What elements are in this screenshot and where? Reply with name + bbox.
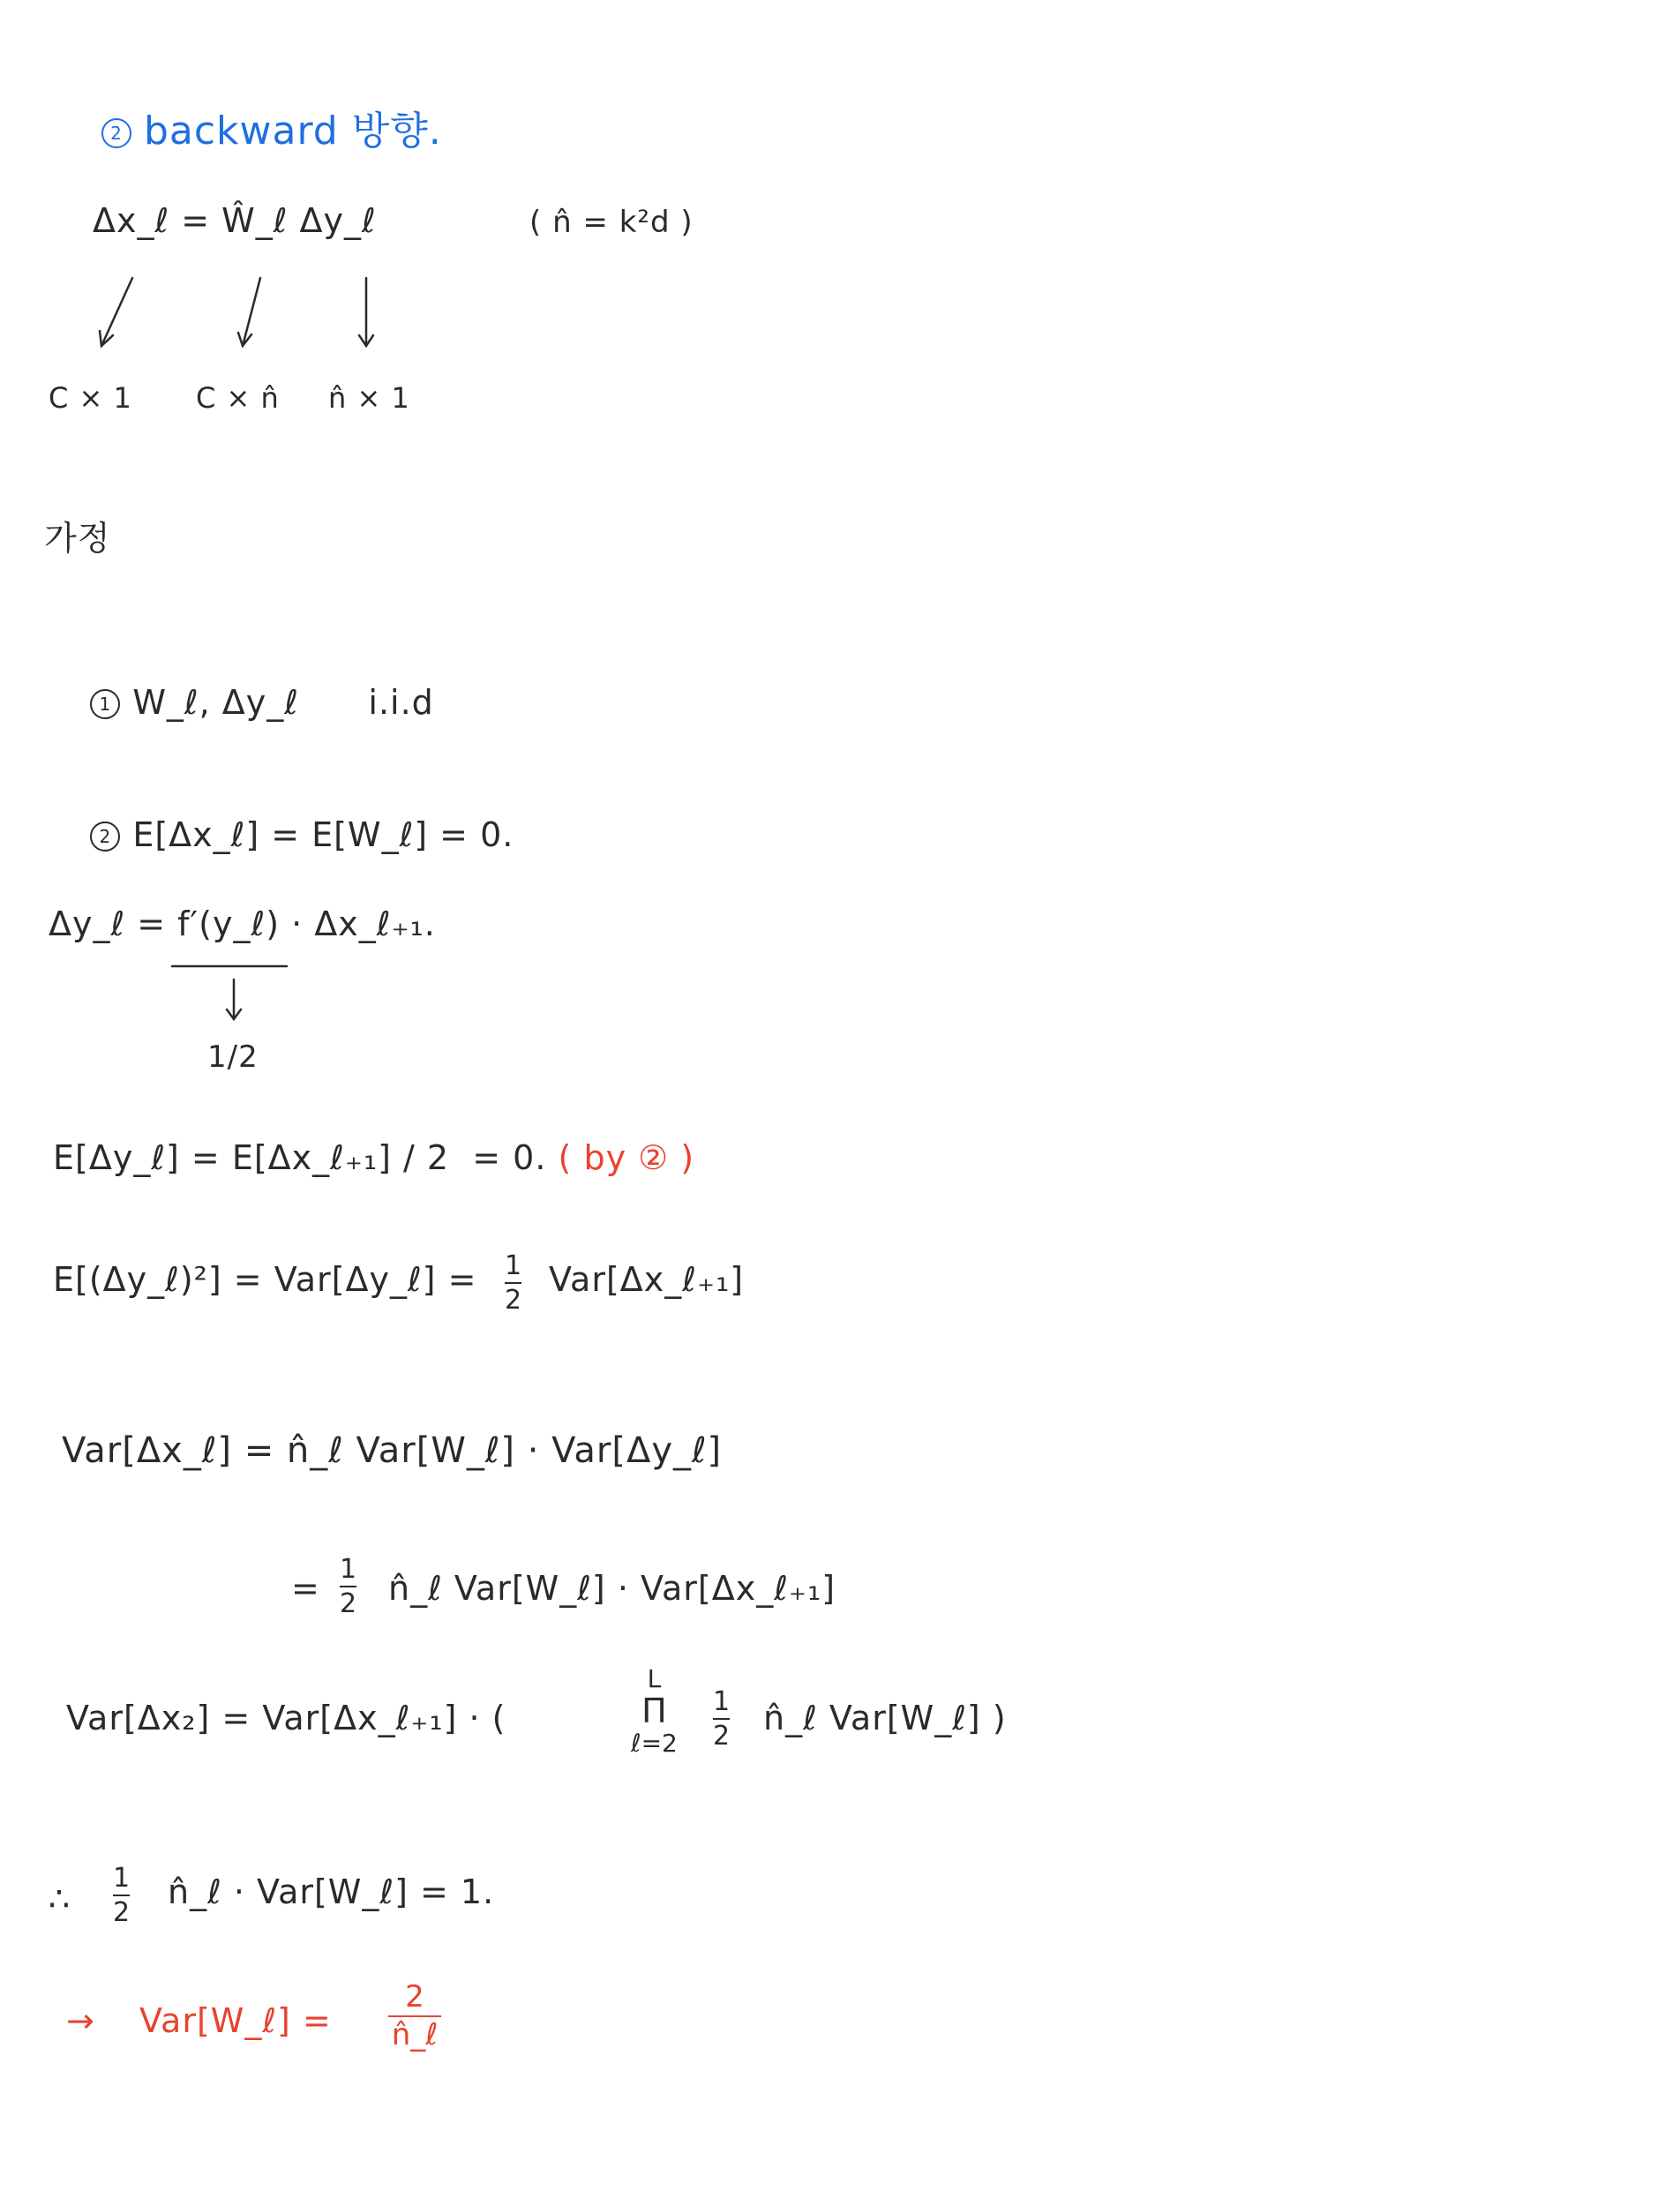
by-assumption-reference: ( by ② ) (558, 1138, 695, 1177)
fraction-bar (113, 1895, 130, 1896)
variance-line-2-fraction (340, 1555, 356, 1618)
therefore-symbol: ∴ (49, 1880, 71, 1918)
product-operator (631, 1666, 678, 1757)
heading-number: 2 (101, 118, 131, 148)
variance-line-1: Var[Δx_ℓ] = n̂_ℓ Var[W_ℓ] · Var[Δy_ℓ] (62, 1430, 723, 1471)
expectation-equation (53, 1138, 694, 1179)
dim-dx: C × 1 (49, 381, 132, 415)
second-moment-left: E[(Δy_ℓ)²] = Var[Δy_ℓ] = (53, 1260, 477, 1299)
product-symbol: Π (641, 1691, 667, 1730)
assumption-1-number: 1 (90, 689, 120, 719)
assumption-2-number: 2 (90, 822, 120, 852)
second-moment-fraction (505, 1251, 521, 1315)
arrow-to-dx (101, 278, 132, 346)
assumption-2 (44, 775, 514, 896)
fraction-numerator: 1 (713, 1686, 731, 1717)
fraction-numerator: 1 (113, 1863, 131, 1894)
second-moment-right: Var[Δx_ℓ₊₁] (549, 1260, 745, 1299)
shape-equation: Δx_ℓ = Ŵ_ℓ Δy_ℓ (93, 201, 377, 240)
shape-note: ( n̂ = k²d ) (529, 205, 694, 240)
assumption-1-text: W_ℓ, Δy_ℓ i.i.d (132, 682, 434, 722)
heading-text: backward 방향. (143, 108, 442, 154)
fraction-numerator: 1 (505, 1250, 522, 1281)
fraction-bar (340, 1586, 356, 1587)
result-left: Var[W_ℓ] = (139, 2001, 332, 2040)
result-fraction (388, 1981, 441, 2052)
dy-equation: Δy_ℓ = f′(y_ℓ) · Δx_ℓ₊₁. (49, 904, 436, 943)
assumption-2-text: E[Δx_ℓ] = E[W_ℓ] = 0. (132, 814, 514, 854)
fraction-denominator: 2 (713, 1721, 731, 1752)
condition-fraction (113, 1864, 130, 1927)
variance-line-2: n̂_ℓ Var[W_ℓ] · Var[Δx_ℓ₊₁] (388, 1569, 836, 1608)
fraction-denominator: 2 (505, 1285, 522, 1316)
product-lower: ℓ=2 (631, 1728, 678, 1758)
variance-line-3-right: n̂_ℓ Var[W_ℓ] ) (763, 1699, 1007, 1737)
dim-dy: n̂ × 1 (328, 381, 410, 415)
fraction-denominator: 2 (113, 1897, 131, 1928)
result-arrow: → (66, 2001, 95, 2040)
product-upper: L (647, 1664, 662, 1693)
assumption-1 (44, 642, 434, 763)
variance-line-2-eq: = (291, 1569, 320, 1608)
fprime-half: 1/2 (207, 1039, 259, 1075)
result-numerator: 2 (405, 1979, 424, 2015)
assumptions-title: 가정 (44, 519, 111, 558)
result-denominator: n̂_ℓ (391, 2017, 439, 2053)
expectation-text: E[Δy_ℓ] = E[Δx_ℓ₊₁] / 2 = 0. (53, 1138, 547, 1177)
variance-line-3-left: Var[Δx₂] = Var[Δx_ℓ₊₁] · ( (66, 1699, 506, 1737)
fraction-numerator: 1 (340, 1554, 357, 1585)
fraction-bar (505, 1282, 521, 1284)
dim-w: C × n̂ (196, 381, 280, 415)
variance-line-3-fraction (713, 1687, 730, 1751)
fraction-bar (713, 1718, 730, 1720)
condition-equation: n̂_ℓ · Var[W_ℓ] = 1. (168, 1872, 495, 1911)
fraction-denominator: 2 (340, 1588, 357, 1619)
